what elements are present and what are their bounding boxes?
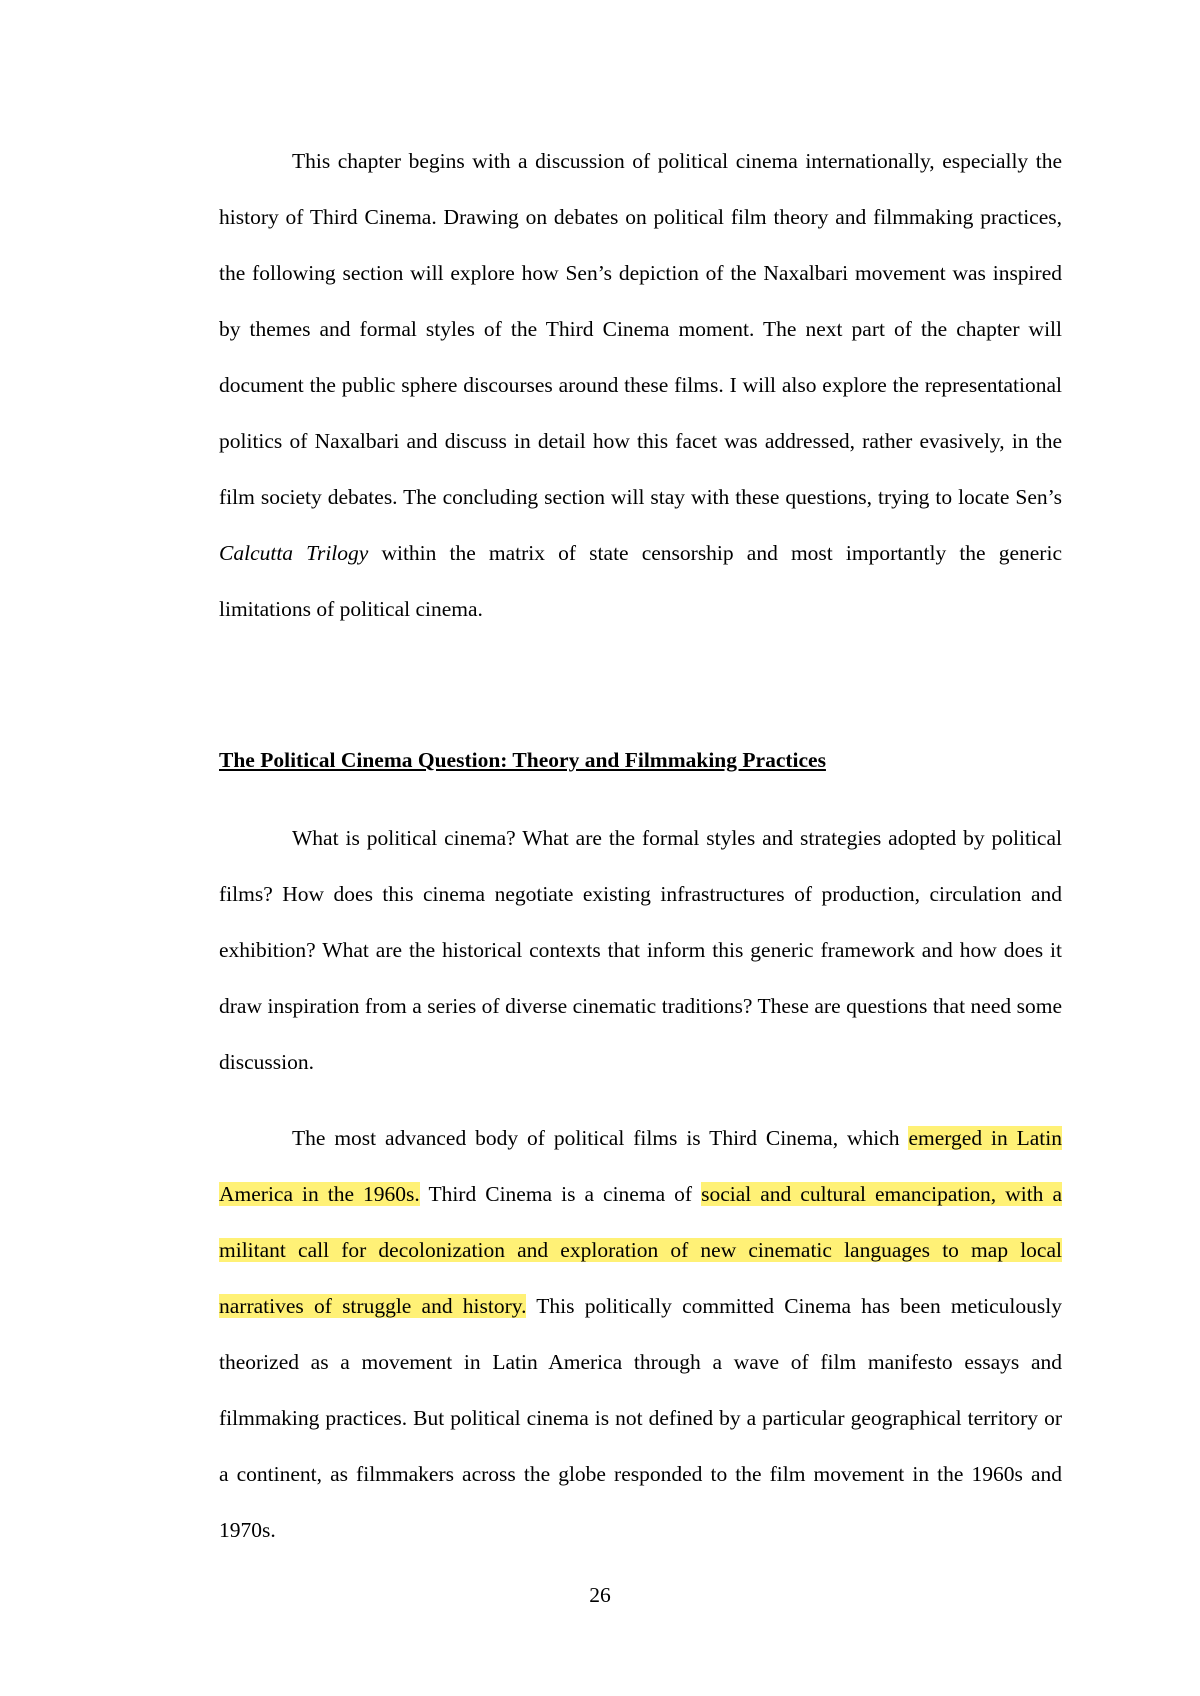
- highlighted-text: social and cultural emancipation, with a militant call for decolonization and exploration of new cinematic languages to map local narratives of struggle and history.: [219, 1182, 1062, 1318]
- page-number: 26: [589, 1583, 611, 1607]
- paragraph-text: within the matrix of state censorship and most importantly the generic limitations of political cinema.: [219, 541, 1062, 621]
- paragraph-text: This chapter begins with a discussion of political cinema internationally, especially the history of Third Cinema. Drawing on debates on political film theory and filmmaking practices, the following section will explore how Sen’s depiction of the Naxalbari movement was inspired by themes and formal styles of the Third Cinema moment. The next part of the chapter will document the public sphere discourses around these films. I will also explore the representational politics of Naxalbari and discuss in detail how this facet was addressed, rather evasively, in the film society debates. The concluding section will stay with these questions, trying to locate Sen’s: [219, 149, 1062, 509]
- highlighted-text: emerged in Latin America in the 1960s.: [219, 1126, 1063, 1206]
- paragraph-text: This politically committed Cinema has been meticulously theorized as a movement in Latin America through a wave of film manifesto essays and filmmaking practices. But political cinema is not defined by a particular geographical territory or a continent, as filmmakers across the globe responded to the film movement in the 1960s and 1970s.: [219, 1294, 1062, 1542]
- paragraph-questions: What is political cinema? What are the formal styles and strategies adopted by political films? How does this cinema negotiate existing infrastructures of production, circulation and exhibition? What are the historical contexts that inform this generic framework and how does it draw inspiration from a series of diverse cinematic traditions? These are questions that need some discussion.: [219, 826, 1062, 1074]
- paragraph-chapter-overview: [219, 133, 1062, 637]
- section-heading: The Political Cinema Question: Theory and Filmmaking Practices: [219, 748, 826, 772]
- paragraph-text: The most advanced body of political films is Third Cinema, which: [292, 1126, 909, 1150]
- film-title-italic: Calcutta Trilogy: [219, 541, 369, 565]
- paragraph-third-cinema: [219, 1110, 1062, 1558]
- paragraph-text: Third Cinema is a cinema of: [419, 1182, 702, 1206]
